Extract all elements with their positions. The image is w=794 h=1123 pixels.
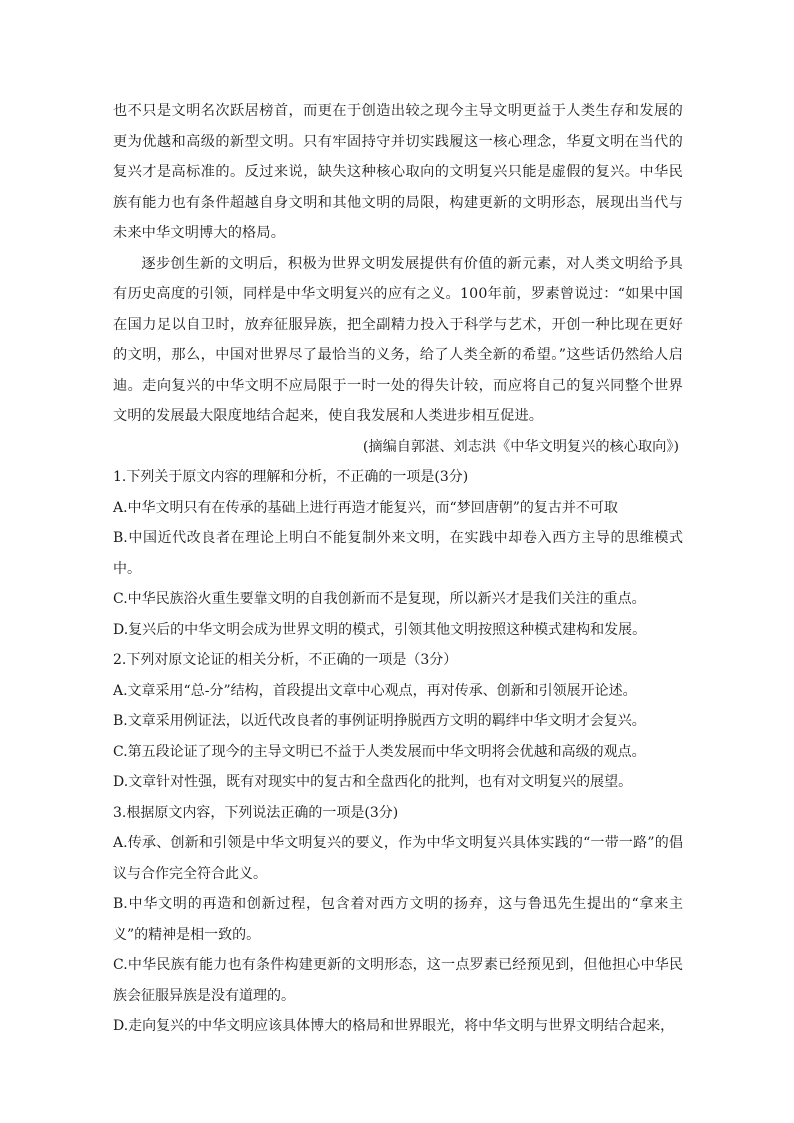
- passage-paragraph-2: 逐步创生新的文明后，积极为世界文明发展提供有价值的新元素，对人类文明给予具有历史高度的引领，同样是中华文明复兴的应有之义。100年前，罗素曾说过：“如果中国在国力足以自卫时，放弃征服异族，把全副精力投入于科学与艺术，开创一种比现在更好的文明，那么，中国对世界尽了最恰当的义务，给了人类全新的希望。”这些话仍然给人启迪。走向复兴的中华文明不应局限于一时一处的得失计较，而应将自己的复兴同整个世界文明的发展最大限度地结合起来，使自我发展和人类进步相互促进。: [113, 255, 683, 424]
- option-a: A.传承、创新和引领是中华文明复兴的要义，作为中华文明复兴具体实践的“一带一路”的倡议与合作完全符合此义。: [113, 835, 683, 882]
- option-a: A.文章采用“总-分”结构，首段提出文章中心观点，再对传承、创新和引领展开论述。: [113, 682, 637, 699]
- option-c: C.中华民族浴火重生要靠文明的自我创新而不是复现，所以新兴才是我们关注的重点。: [113, 591, 646, 607]
- option-d: D.文章针对性强，既有对现实中的复古和全盘西化的批判，也有对文明复兴的展望。: [113, 774, 633, 790]
- question-stem: 3.根据原文内容，下列说法正确的一项是(3分): [113, 804, 399, 821]
- question-1: [113, 462, 683, 645]
- option-a: A.中华文明只有在传承的基础上进行再造才能复兴，而“梦回唐朝”的复古并不可取: [113, 499, 618, 516]
- option-b: B.中华文明的再造和创新过程，包含着对西方文明的扬弃，这与鲁迅先生提出的“拿来主义”的精神是相一致的。: [113, 896, 683, 943]
- question-3: [113, 798, 683, 1042]
- option-c: C.中华民族有能力也有条件构建更新的文明形态，这一点罗素已经预见到，但他担心中华民族会征服异族是没有道理的。: [113, 957, 683, 1004]
- question-2: [113, 645, 683, 798]
- question-stem: 2.下列对原文论证的相关分析，不正确的一项是（3分）: [113, 652, 458, 668]
- option-d: D.复兴后的中华文明会成为世界文明的模式，引领其他文明按照这种模式建构和发展。: [113, 621, 647, 638]
- passage-paragraph-1: 也不只是文明名次跃居榜首，而更在于创造出较之现今主导文明更益于人类生存和发展的更为优越和高级的新型文明。只有牢固持守并切实践履这一核心理念，华夏文明在当代的复兴才是高标准的。反过来说，缺失这种核心取向的文明复兴只能是虚假的复兴。中华民族有能力也有条件超越自身文明和其他文明的局限，构建更新的文明形态，展现出当代与未来中华文明博大的格局。: [113, 103, 683, 241]
- option-b: B.文章采用例证法，以近代改良者的事例证明挣脱西方文明的羁绊中华文明才会复兴。: [113, 713, 646, 729]
- passage-source: (摘编自郭湛、刘志洪《中华文明复兴的核心取向》): [362, 438, 679, 455]
- option-c: C.第五段论证了现今的主导文明已不益于人类发展而中华文明将会优越和高级的观点。: [113, 743, 646, 760]
- option-b: B.中国近代改良者在理论上明白不能复制外来文明，在实践中却卷入西方主导的思维模式中。: [113, 530, 683, 577]
- document-page: [113, 96, 683, 1042]
- option-d: D.走向复兴的中华文明应该具体博大的格局和世界眼光，将中华文明与世界文明结合起来，: [113, 1018, 675, 1034]
- question-stem: 1.下列关于原文内容的理解和分析，不正确的一项是(3分): [113, 469, 469, 485]
